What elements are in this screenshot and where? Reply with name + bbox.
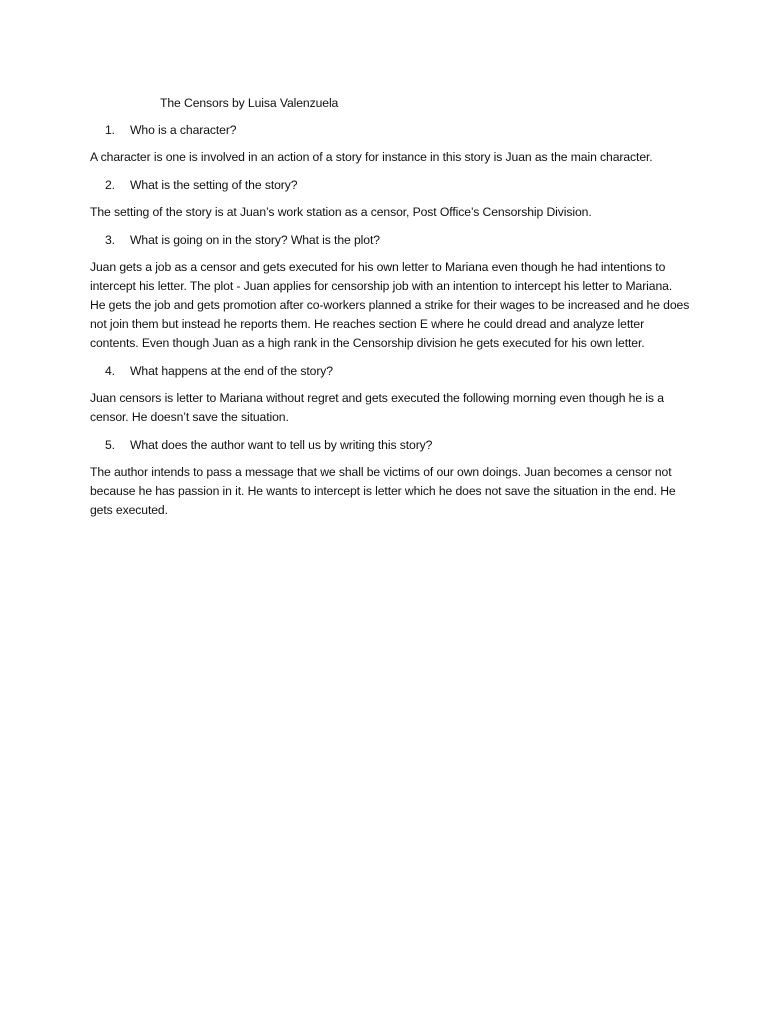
question-number: 5. (105, 438, 115, 452)
question-number: 3. (105, 233, 115, 247)
question-number: 2. (105, 178, 115, 192)
question-number: 1. (105, 123, 115, 137)
answer-paragraph: The setting of the story is at Juan’s work station as a censor, Post Office’s Censorship Division. (90, 205, 592, 219)
document-title: The Censors by Luisa Valenzuela (160, 96, 339, 110)
question-text: What is the setting of the story? (130, 178, 298, 192)
question-text: Who is a character? (130, 123, 237, 137)
question-text: What does the author want to tell us by writing this story? (130, 438, 433, 452)
question-item (105, 362, 690, 381)
question-text: What happens at the end of the story? (130, 364, 333, 378)
answer-paragraph: Juan censors is letter to Mariana without regret and gets executed the following morning even though he is a censor. He doesn’t save the situation. (90, 391, 664, 424)
question-item (105, 121, 690, 140)
answer-paragraph: A character is one is involved in an action of a story for instance in this story is Juan as the main character. (90, 150, 653, 164)
question-text: What is going on in the story? What is the plot? (130, 233, 380, 247)
question-item (105, 436, 690, 455)
answer-paragraph: Juan gets a job as a censor and gets executed for his own letter to Mariana even though he had intentions to intercept his letter. The plot - Juan applies for censorship job with an intention to intercept his letter to Mariana. He gets the job and gets promotion after co-workers planned a strike for their wages to be increased and he does not join them but instead he reports them. He reaches section E where he could dread and analyze letter contents. Even though Juan as a high rank in the Censorship division he gets executed for his own letter. (90, 260, 690, 350)
question-item (105, 231, 690, 250)
question-number: 4. (105, 364, 115, 378)
answer-paragraph: The author intends to pass a message that we shall be victims of our own doings. Juan becomes a censor not because he has passion in it. He wants to intercept is letter which he does not save the situation in the end. He gets executed. (90, 465, 676, 517)
question-item (105, 176, 690, 195)
document-body (90, 94, 690, 529)
